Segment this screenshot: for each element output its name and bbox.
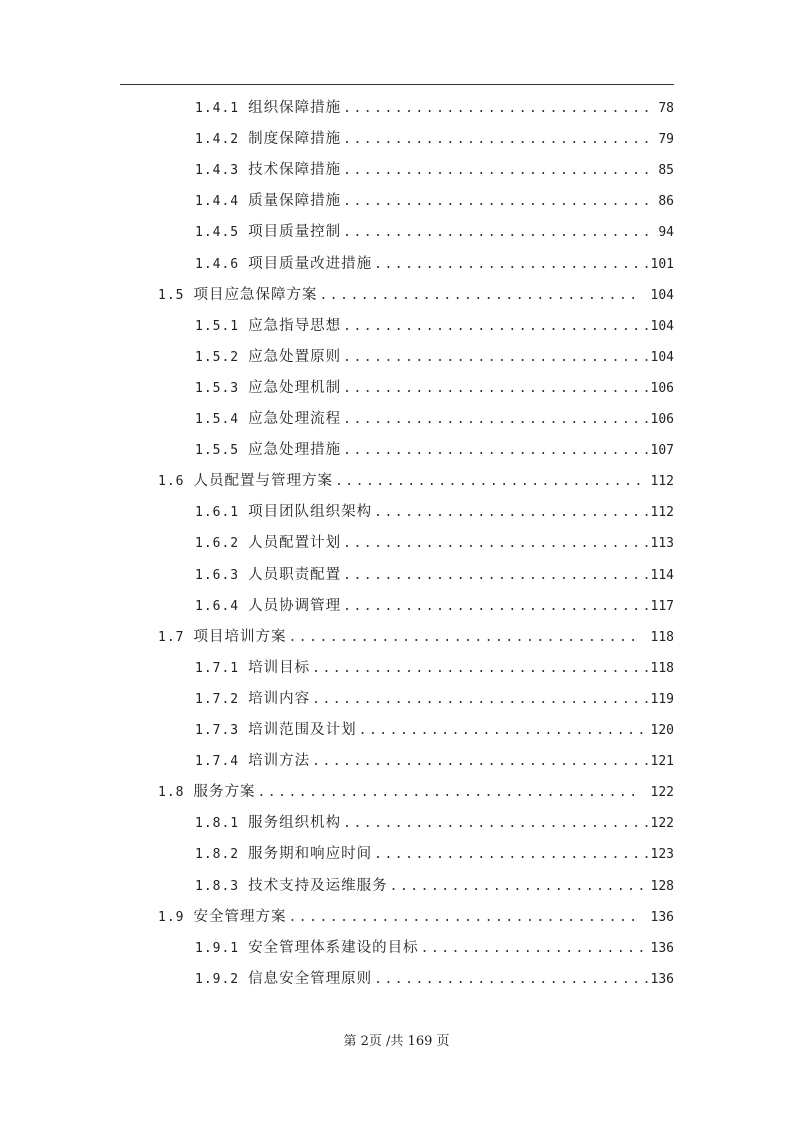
toc-entry-number: 1.4.3 bbox=[195, 163, 240, 179]
toc-entry-page-number: 118 bbox=[650, 629, 674, 645]
toc-leader-dots bbox=[343, 377, 647, 401]
toc-entry-page-number: 106 bbox=[650, 412, 674, 427]
toc-entry-number: 1.6 bbox=[158, 474, 185, 490]
toc-entry[interactable] bbox=[195, 594, 674, 618]
toc-entry[interactable] bbox=[158, 283, 674, 307]
toc-entry-page-number: 79 bbox=[658, 132, 674, 148]
toc-leader-dots bbox=[343, 97, 655, 121]
toc-entry-title: 人员协调管理 bbox=[248, 597, 342, 614]
toc-entry-page-number: 122 bbox=[650, 785, 674, 801]
toc-entry[interactable] bbox=[158, 780, 674, 804]
toc-leader-dots bbox=[343, 346, 647, 370]
page-footer: 第 2页 /共 169 页 bbox=[343, 1034, 450, 1049]
toc-entry[interactable] bbox=[195, 563, 674, 587]
toc-entry-title: 质量保障措施 bbox=[248, 193, 342, 210]
toc-entry-number: 1.4.2 bbox=[195, 132, 240, 148]
toc-entry[interactable] bbox=[195, 252, 674, 276]
toc-entry-number: 1.9.2 bbox=[195, 971, 240, 987]
toc-leader-dots bbox=[374, 843, 647, 867]
toc-entry-number: 1.6.3 bbox=[195, 567, 240, 583]
toc-entry-number: 1.5.5 bbox=[195, 443, 240, 459]
toc-entry-number: 1.7.1 bbox=[195, 660, 240, 676]
toc-leader-dots bbox=[359, 719, 648, 743]
toc-entry-title: 信息安全管理原则 bbox=[248, 970, 373, 987]
toc-leader-dots bbox=[374, 253, 647, 277]
toc-entry-page-number: 106 bbox=[650, 380, 674, 396]
toc-entry-number: 1.5.4 bbox=[195, 412, 240, 427]
toc-leader-dots bbox=[335, 470, 640, 494]
toc-entry[interactable] bbox=[195, 531, 674, 555]
toc-entry-page-number: 120 bbox=[650, 723, 674, 738]
toc-leader-dots bbox=[343, 812, 647, 836]
toc-leader-dots bbox=[343, 439, 647, 463]
toc-leader-dots bbox=[343, 315, 647, 339]
toc-leader-dots bbox=[312, 688, 647, 712]
toc-entry-title: 项目应急保障方案 bbox=[193, 286, 318, 303]
toc-entry-number: 1.4.5 bbox=[195, 225, 240, 241]
toc-leader-dots bbox=[312, 750, 647, 774]
toc-leader-dots bbox=[390, 875, 648, 899]
toc-entry-title: 培训方法 bbox=[248, 753, 311, 770]
toc-entry-title: 项目质量控制 bbox=[248, 224, 342, 241]
toc-entry[interactable] bbox=[195, 749, 674, 773]
toc-entry-number: 1.9 bbox=[158, 909, 185, 925]
toc-entry-title: 项目培训方案 bbox=[193, 628, 287, 645]
toc-entry-page-number: 113 bbox=[650, 536, 674, 552]
header-rule bbox=[120, 84, 674, 85]
toc-entry-title: 安全管理方案 bbox=[193, 908, 287, 925]
toc-leader-dots bbox=[343, 532, 647, 556]
toc-entry-page-number: 136 bbox=[650, 971, 674, 987]
toc-entry[interactable] bbox=[195, 842, 674, 866]
toc-entry-page-number: 122 bbox=[650, 816, 674, 832]
toc-entry[interactable] bbox=[195, 967, 674, 991]
toc-entry[interactable] bbox=[195, 314, 674, 338]
toc-entry[interactable] bbox=[195, 718, 674, 742]
toc-entry[interactable] bbox=[158, 625, 674, 649]
toc-entry[interactable] bbox=[195, 96, 674, 120]
toc-entry[interactable] bbox=[195, 438, 674, 462]
toc-entry-number: 1.7 bbox=[158, 629, 185, 645]
toc-entry[interactable] bbox=[158, 469, 674, 493]
toc-leader-dots bbox=[257, 781, 639, 805]
toc-entry-page-number: 118 bbox=[650, 660, 674, 676]
toc-entry-page-number: 117 bbox=[650, 598, 674, 614]
toc-entry-page-number: 112 bbox=[650, 474, 674, 490]
toc-entry[interactable] bbox=[158, 905, 674, 929]
toc-entry-title: 人员配置与管理方案 bbox=[193, 473, 333, 490]
toc-entry-title: 应急处理机制 bbox=[248, 379, 342, 396]
toc-entry-number: 1.5 bbox=[158, 287, 185, 303]
toc-entry-number: 1.6.4 bbox=[195, 598, 240, 614]
toc-leader-dots bbox=[288, 626, 639, 650]
toc-leader-dots bbox=[343, 221, 655, 245]
toc-entry-page-number: 101 bbox=[650, 256, 674, 272]
toc-leader-dots bbox=[343, 564, 647, 588]
toc-entry[interactable] bbox=[195, 874, 674, 898]
toc-leader-dots bbox=[421, 937, 648, 961]
toc-entry-page-number: 121 bbox=[650, 754, 674, 770]
toc-entry-title: 项目质量改进措施 bbox=[248, 255, 373, 272]
toc-entry-title: 培训范围及计划 bbox=[248, 722, 357, 738]
toc-entry-page-number: 119 bbox=[650, 691, 674, 707]
toc-entry-number: 1.5.2 bbox=[195, 349, 240, 365]
toc-entry-number: 1.7.2 bbox=[195, 691, 240, 707]
toc-entry-number: 1.6.2 bbox=[195, 536, 240, 552]
toc-entry-number: 1.9.1 bbox=[195, 940, 240, 956]
toc-leader-dots bbox=[343, 128, 655, 152]
toc-entry[interactable] bbox=[195, 407, 674, 431]
toc-entry[interactable] bbox=[195, 158, 674, 182]
toc-entry[interactable] bbox=[195, 936, 674, 960]
toc-entry-page-number: 114 bbox=[650, 567, 674, 583]
toc-entry-number: 1.7.4 bbox=[195, 754, 240, 770]
toc-entry-title: 项目团队组织架构 bbox=[248, 504, 373, 521]
toc-entry-title: 组织保障措施 bbox=[248, 100, 342, 116]
toc-entry-title: 安全管理体系建设的目标 bbox=[248, 939, 419, 956]
toc-entry-number: 1.4.4 bbox=[195, 194, 240, 210]
toc-leader-dots bbox=[343, 159, 655, 183]
toc-entry-number: 1.4.1 bbox=[195, 101, 240, 116]
toc-entry-number: 1.5.3 bbox=[195, 380, 240, 396]
toc-entry-title: 制度保障措施 bbox=[248, 131, 342, 148]
toc-entry-title: 应急处理措施 bbox=[248, 442, 342, 459]
toc-entry-page-number: 112 bbox=[650, 505, 674, 521]
toc-entry[interactable] bbox=[195, 220, 674, 244]
toc-entry[interactable] bbox=[195, 656, 674, 680]
toc-entry-number: 1.8.2 bbox=[195, 847, 240, 863]
toc-entry-title: 技术支持及运维服务 bbox=[248, 877, 388, 894]
toc-entry-page-number: 86 bbox=[658, 194, 674, 210]
toc-entry-title: 应急处理流程 bbox=[248, 411, 342, 427]
toc-entry-number: 1.4.6 bbox=[195, 256, 240, 272]
toc-entry-number: 1.5.1 bbox=[195, 318, 240, 334]
toc-entry-page-number: 104 bbox=[650, 318, 674, 334]
toc-entry[interactable] bbox=[195, 811, 674, 835]
toc-entry-title: 应急处置原则 bbox=[248, 348, 342, 365]
toc-leader-dots bbox=[288, 906, 639, 930]
toc-leader-dots bbox=[343, 190, 655, 214]
toc-leader-dots bbox=[319, 284, 639, 308]
toc-entry-title: 人员职责配置 bbox=[248, 566, 342, 583]
toc-entry-page-number: 123 bbox=[650, 847, 674, 863]
toc-entry-title: 服务组织机构 bbox=[248, 815, 342, 832]
toc-entry-page-number: 85 bbox=[658, 163, 674, 179]
toc-entry-title: 人员配置计划 bbox=[248, 535, 342, 552]
toc-entry-title: 应急指导思想 bbox=[248, 317, 342, 334]
toc-entry-page-number: 104 bbox=[650, 287, 674, 303]
toc-entry-title: 培训内容 bbox=[248, 690, 311, 707]
toc-entry-page-number: 107 bbox=[650, 443, 674, 459]
toc-entry[interactable] bbox=[195, 687, 674, 711]
toc-entry-page-number: 136 bbox=[650, 909, 674, 925]
toc-leader-dots bbox=[374, 968, 647, 992]
toc-entry-title: 服务方案 bbox=[193, 784, 256, 801]
toc-entry-number: 1.8.3 bbox=[195, 878, 240, 894]
toc-leader-dots bbox=[312, 657, 647, 681]
toc-entry-number: 1.8.1 bbox=[195, 816, 240, 832]
toc-entry-page-number: 136 bbox=[650, 940, 674, 956]
toc-entry[interactable] bbox=[195, 376, 674, 400]
toc-leader-dots bbox=[343, 595, 647, 619]
toc-entry-page-number: 128 bbox=[650, 878, 674, 894]
toc-entry-number: 1.7.3 bbox=[195, 723, 240, 738]
toc-entry-page-number: 78 bbox=[658, 101, 674, 116]
toc-leader-dots bbox=[374, 501, 647, 525]
toc-entry-page-number: 104 bbox=[650, 349, 674, 365]
toc-leader-dots bbox=[343, 408, 647, 432]
toc-entry-title: 技术保障措施 bbox=[248, 162, 342, 179]
toc-entry[interactable] bbox=[195, 189, 674, 213]
toc-entry-title: 服务期和响应时间 bbox=[248, 846, 373, 863]
toc-entry[interactable] bbox=[195, 500, 674, 524]
toc-entry[interactable] bbox=[195, 345, 674, 369]
toc-entry-page-number: 94 bbox=[658, 225, 674, 241]
toc-entry-number: 1.8 bbox=[158, 785, 185, 801]
toc-entry[interactable] bbox=[195, 127, 674, 151]
toc-entry-number: 1.6.1 bbox=[195, 505, 240, 521]
toc-entry-title: 培训目标 bbox=[248, 659, 311, 676]
